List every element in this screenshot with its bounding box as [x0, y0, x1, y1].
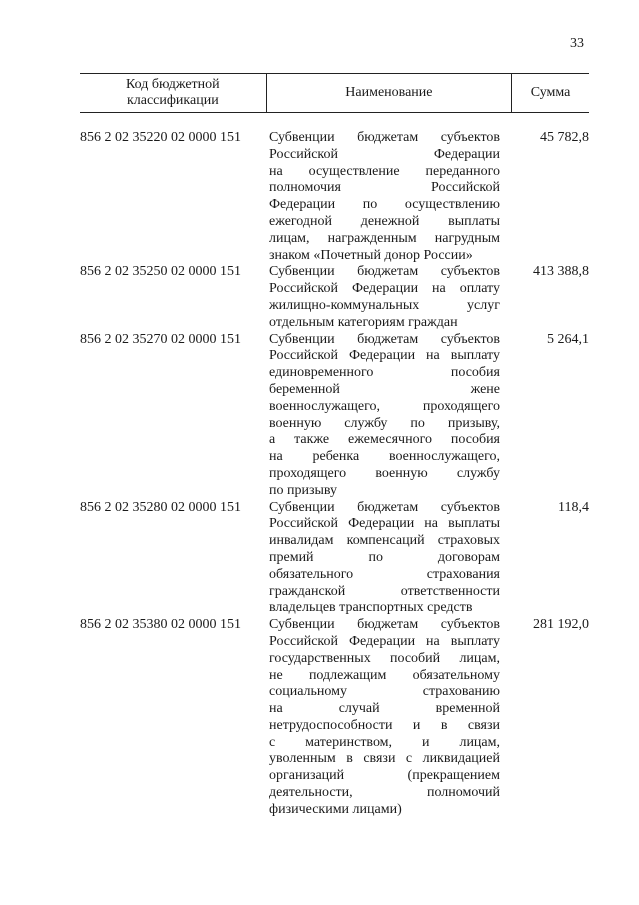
item-sum: 281 192,0 [533, 617, 589, 633]
item-name-line: по призыву [269, 482, 338, 498]
item-name-line: Российской Федерации на выплату [269, 348, 500, 364]
table-row [80, 500, 589, 618]
item-name-line: знаком «Почетный донор России» [269, 247, 473, 263]
item-name-line: владельцев транспортных средств [269, 600, 473, 616]
table-row [80, 332, 589, 500]
item-name [269, 130, 500, 264]
item-name-line: Субвенции бюджетам субъектов [269, 130, 500, 145]
item-name-line: на осуществление переданного [269, 163, 500, 179]
item-name-line: физическими лицами) [269, 801, 402, 817]
item-name-line: лицам, награжденным нагрудным [269, 230, 500, 246]
item-name-line: полномочия Российской [269, 180, 500, 196]
item-name-line: Российской Федерации на оплату [269, 281, 500, 297]
budget-code: 856 2 02 35280 02 0000 151 [80, 499, 241, 515]
item-name-line: уволенным в связи с ликвидацией [269, 751, 500, 767]
table-row [80, 264, 589, 331]
item-name [269, 617, 500, 819]
table-header [80, 73, 589, 113]
item-name-line: обязательного страхования [269, 566, 500, 582]
item-name-line: не подлежащим обязательному [269, 667, 500, 683]
table-row [80, 617, 589, 819]
item-name-line: беременной жене [269, 381, 500, 397]
budget-code: 856 2 02 35270 02 0000 151 [80, 331, 241, 347]
item-name-line: проходящего военную службу [269, 465, 500, 481]
table-row [80, 130, 589, 264]
item-name-line: ежегодной денежной выплаты [269, 213, 500, 229]
item-name-line: Субвенции бюджетам субъектов [269, 617, 500, 633]
item-sum: 413 388,8 [533, 264, 589, 280]
item-name [269, 500, 500, 618]
item-name-line: Российской Федерации на выплату [269, 633, 500, 649]
item-name-line: с материнством, и лицам, [269, 734, 500, 750]
item-name-line: военную службу по призыву, [269, 415, 500, 431]
item-name-line: единовременного пособия [269, 365, 500, 381]
item-name-line: отдельным категориям граждан [269, 314, 458, 330]
item-name-line: инвалидам компенсаций страховых [269, 533, 500, 549]
item-name [269, 332, 500, 500]
item-sum: 5 264,1 [547, 331, 589, 347]
item-name-line: Субвенции бюджетам субъектов [269, 264, 500, 280]
budget-code: 856 2 02 35250 02 0000 151 [80, 264, 241, 280]
page-number: 33 [570, 36, 584, 51]
item-name-line: государственных пособий лицам, [269, 650, 500, 666]
item-name-line: организаций (прекращением [269, 768, 500, 784]
header-name-column: Наименование [267, 74, 513, 112]
item-name-line: гражданской ответственности [269, 583, 500, 599]
item-name-line: социальному страхованию [269, 684, 500, 700]
item-name-line: Российской Федерации [269, 146, 500, 162]
item-name [269, 264, 500, 331]
item-sum: 45 782,8 [540, 130, 589, 145]
item-name-line: премий по договорам [269, 549, 500, 565]
budget-code: 856 2 02 35220 02 0000 151 [80, 130, 241, 145]
header-sum-column: Сумма [530, 85, 571, 100]
item-name-line: деятельности, полномочий [269, 785, 500, 801]
item-name-line: Российской Федерации на выплаты [269, 516, 500, 532]
item-name-line: жилищно-коммунальных услуг [269, 297, 500, 313]
item-name-line: Субвенции бюджетам субъектов [269, 331, 500, 347]
table-body [80, 130, 589, 819]
item-name-line: Федерации по осуществлению [269, 197, 500, 213]
item-name-line: а также ежемесячного пособия [269, 432, 500, 448]
budget-code: 856 2 02 35380 02 0000 151 [80, 617, 241, 633]
item-name-line: нетрудоспособности и в связи [269, 717, 500, 733]
item-name-line: военнослужащего, проходящего [269, 398, 500, 414]
item-name-line: на случай временной [269, 701, 500, 717]
item-sum: 118,4 [558, 499, 589, 515]
item-name-line: Субвенции бюджетам субъектов [269, 499, 500, 515]
item-name-line: на ребенка военнослужащего, [269, 449, 500, 465]
header-code-column: Код бюджетной классификации [80, 74, 267, 112]
